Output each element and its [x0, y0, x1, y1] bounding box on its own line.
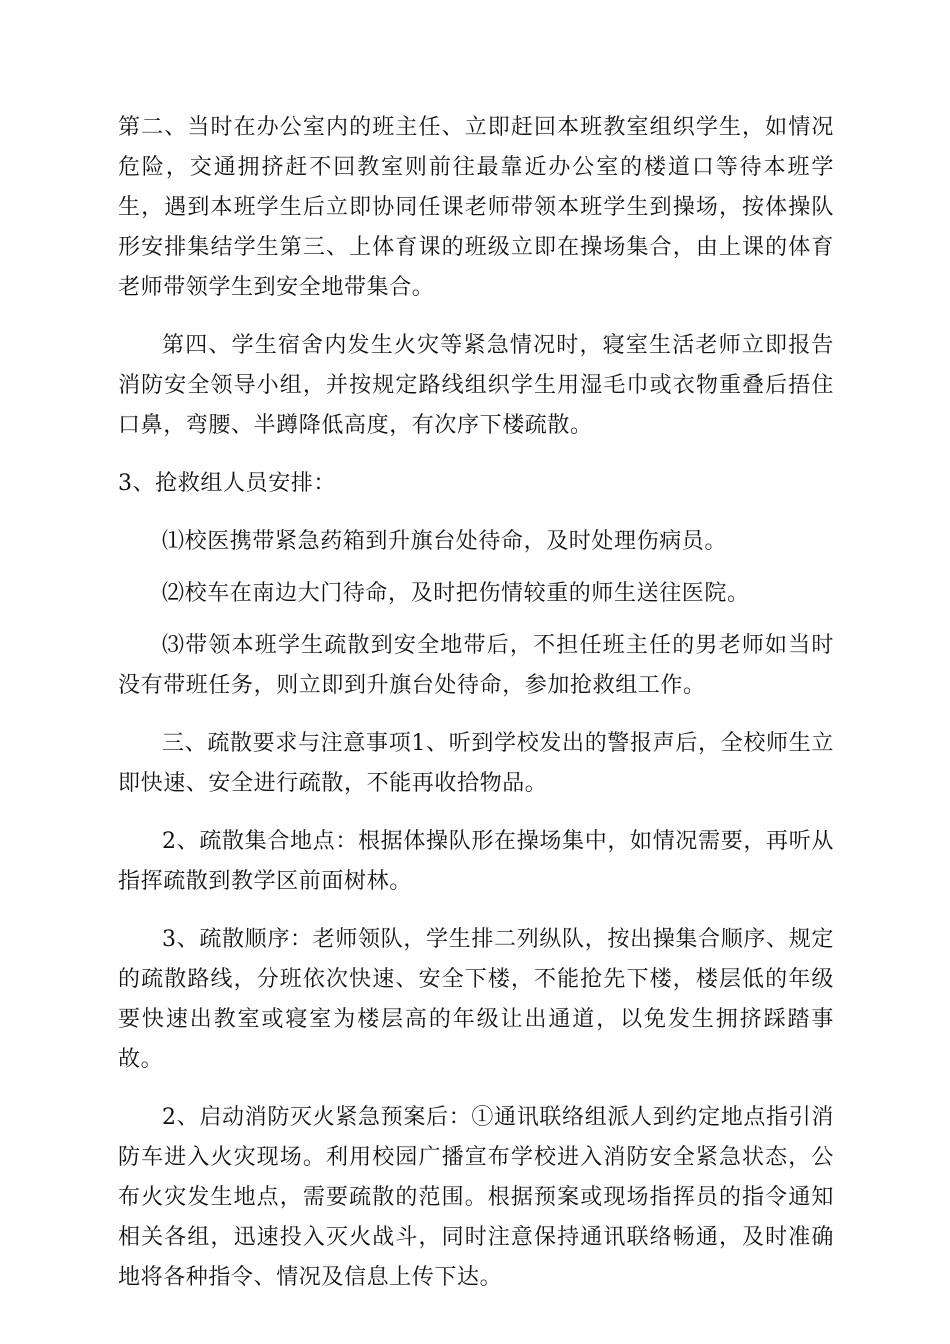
paragraph-rescue-item-2: ⑵校车在南边大门待命，及时把伤情较重的师生送往医院。 [162, 581, 750, 606]
paragraph-evacuation-requirements: 三、疏散要求与注意事项1、听到学校发出的警报声后，全校师生立即快速、安全进行疏散，不能再收拾物品。 [118, 731, 834, 796]
paragraph-evacuation-order: 3、疏散顺序：老师领队，学生排二列纵队，按出操集合顺序、规定的疏散路线，分班依次快速、安全下楼，不能抢先下楼，楼层低的年级要快速出教室或寝室为楼层高的年级让出通道，以免发生拥挤踩踏事故。 [118, 927, 834, 1072]
paragraph-rescue-heading: 3、抢救组人员安排： [118, 471, 336, 496]
paragraph-fire-plan: 2、启动消防灭火紧急预案后：①通讯联络组派人到约定地点指引消防车进入火灾现场。利用校园广播宣布学校进入消防安全紧急状态，公布火灾发生地点，需要疏散的范围。根据预案或现场指挥员的指令通知相关各组，迅速投入灭火战斗，同时注意保持通讯联络畅通，及时准确地将各种指令、情况及信息上传下达。 [118, 1105, 834, 1290]
paragraph-class-teacher: 第二、当时在办公室内的班主任、立即赶回本班教室组织学生，如情况危险，交通拥挤赶不回教室则前往最靠近办公室的楼道口等待本班学生，遇到本班学生后立即协同任课老师带领本班学生到操场，按体操队形安排集结学生第三、上体育课的班级立即在操场集合，由上课的体育老师带领学生到安全地带集合。 [118, 115, 834, 300]
paragraph-dormitory: 第四、学生宿舍内发生火灾等紧急情况时，寝室生活老师立即报告消防安全领导小组，并按规定路线组织学生用湿毛巾或衣物重叠后捂住口鼻，弯腰、半蹲降低高度，有次序下楼疏散。 [118, 333, 834, 438]
paragraph-rescue-item-1: ⑴校医携带紧急药箱到升旗台处待命，及时处理伤病员。 [162, 529, 728, 554]
paragraph-rescue-item-3: ⑶带领本班学生疏散到安全地带后，不担任班主任的男老师如当时没有带班任务，则立即到升旗台处待命，参加抢救组工作。 [118, 633, 834, 698]
document-body [118, 108, 834, 1298]
paragraph-assembly-point: 2、疏散集合地点：根据体操队形在操场集中，如情况需要，再听从指挥疏散到教学区前面树林。 [118, 829, 834, 894]
